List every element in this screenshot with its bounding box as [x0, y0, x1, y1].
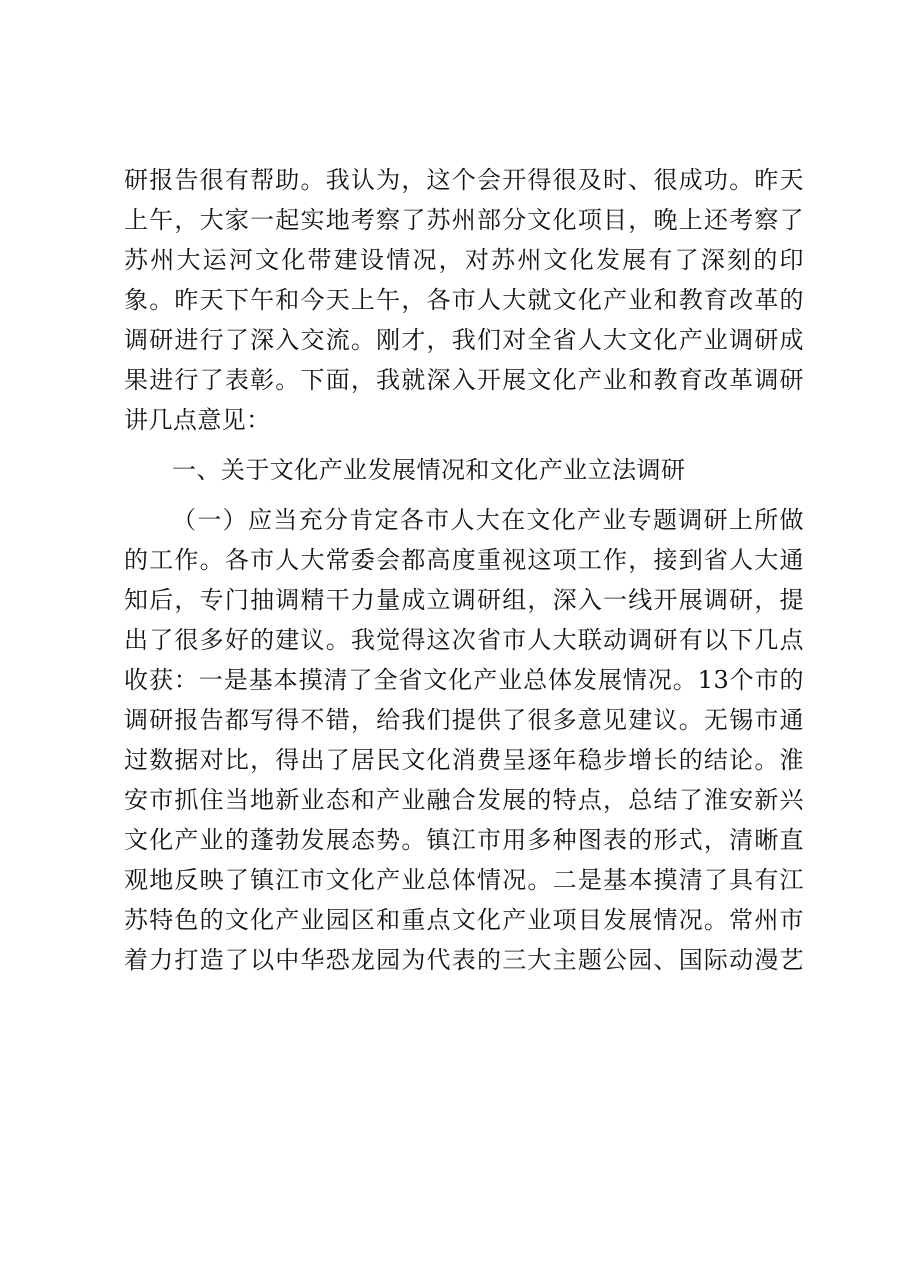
text-line: 苏州大运河文化带建设情况，对苏州文化发展有了深刻的印 — [124, 246, 804, 274]
text-line: 果进行了表彰。下面，我就深入开展文化产业和教育改革调研 — [124, 366, 804, 394]
text-line: 知后，专门抽调精干力量成立调研组，深入一线开展调研，提 — [124, 586, 804, 614]
text-line: 过数据对比，得出了居民文化消费呈逐年稳步增长的结论。淮 — [124, 746, 804, 774]
text-line: 出了很多好的建议。我觉得这次省市人大联动调研有以下几点 — [124, 626, 804, 654]
paragraph-first-line: （一）应当充分肯定各市人大在文化产业专题调研上所做 — [172, 506, 804, 534]
text-line: 苏特色的文化产业园区和重点文化产业项目发展情况。常州市 — [124, 906, 804, 934]
text-line: 讲几点意见： — [124, 406, 271, 434]
text-line: 象。昨天下午和今天上午，各市人大就文化产业和教育改革的 — [124, 286, 804, 314]
section-heading: 一、关于文化产业发展情况和文化产业立法调研 — [172, 456, 686, 484]
text-line: 安市抓住当地新业态和产业融合发展的特点，总结了淮安新兴 — [124, 786, 804, 814]
text-line: 着力打造了以中华恐龙园为代表的三大主题公园、国际动漫艺 — [124, 946, 804, 974]
text-line: 观地反映了镇江市文化产业总体情况。二是基本摸清了具有江 — [124, 866, 804, 894]
text-line: 上午，大家一起实地考察了苏州部分文化项目，晚上还考察了 — [124, 206, 804, 234]
text-line: 的工作。各市人大常委会都高度重视这项工作，接到省人大通 — [124, 546, 804, 574]
body-text — [124, 160, 804, 980]
text-line: 收获：一是基本摸清了全省文化产业总体发展情况。13个市的 — [124, 666, 804, 694]
text-line: 研报告很有帮助。我认为，这个会开得很及时、很成功。昨天 — [124, 166, 804, 194]
text-line: 文化产业的蓬勃发展态势。镇江市用多种图表的形式，清晰直 — [124, 826, 804, 854]
text-line: 调研进行了深入交流。刚才，我们对全省人大文化产业调研成 — [124, 326, 804, 354]
text-line: 调研报告都写得不错，给我们提供了很多意见建议。无锡市通 — [124, 706, 804, 734]
